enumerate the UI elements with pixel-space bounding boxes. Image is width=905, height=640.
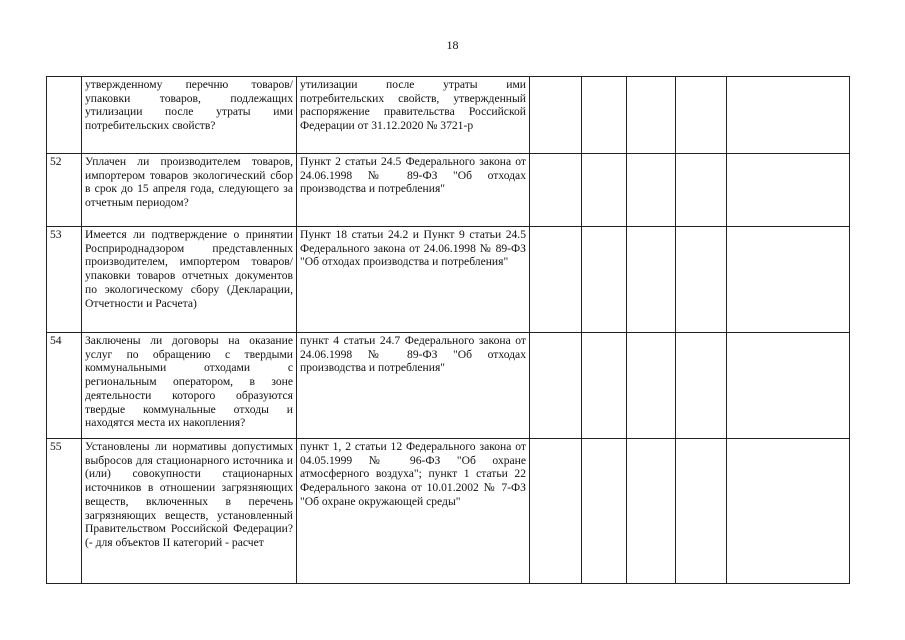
notes-cell <box>727 77 850 154</box>
answer-na-cell <box>627 154 676 227</box>
row-number: 53 <box>47 227 82 333</box>
table-row <box>47 77 850 154</box>
row-number <box>47 77 82 154</box>
answer-na-cell <box>627 227 676 333</box>
question-cell: утвержденному перечню товаров/упаковки товаров, подлежащих утилизации после утраты ими потребительских свойств? <box>82 77 297 154</box>
answer-no-cell <box>582 154 627 227</box>
answer-extra-cell <box>676 227 727 333</box>
answer-yes-cell <box>530 77 582 154</box>
question-cell: Имеется ли подтверждение о принятии Росприроднадзором представленных производителем, импортером товаров/упаковки товаров отчетных документов по экологическому сбору (Декларации, Отчетности и Расчета) <box>82 227 297 333</box>
table-row <box>47 227 850 333</box>
answer-no-cell <box>582 333 627 439</box>
row-number: 52 <box>47 154 82 227</box>
answer-yes-cell <box>530 439 582 584</box>
question-cell: Установлены ли нормативы допустимых выбросов для стационарного источника и (или) совокупности стационарных источников в отношении загрязняющих веществ, включенных в перечень загрязняющих веществ, установленный Правительством Российской Федерации? (- для объектов II категорий - расчет <box>82 439 297 584</box>
answer-yes-cell <box>530 333 582 439</box>
legal-reference-cell: пункт 1, 2 статьи 12 Федерального закона от 04.05.1999 № 96-ФЗ "Об охране атмосферного воздуха"; пункт 1 статьи 22 Федерального закона от 10.01.2002 № 7-ФЗ "Об охране окружающей среды" <box>297 439 530 584</box>
answer-na-cell <box>627 439 676 584</box>
legal-reference-cell: Пункт 2 статьи 24.5 Федерального закона от 24.06.1998 № 89-ФЗ "Об отходах производства и потребления" <box>297 154 530 227</box>
legal-reference-cell: Пункт 18 статьи 24.2 и Пункт 9 статьи 24.5 Федерального закона от 24.06.1998 № 89-ФЗ "Об отходах производства и потребления" <box>297 227 530 333</box>
answer-na-cell <box>627 333 676 439</box>
answer-no-cell <box>582 77 627 154</box>
answer-extra-cell <box>676 77 727 154</box>
answer-extra-cell <box>676 439 727 584</box>
notes-cell <box>727 227 850 333</box>
notes-cell <box>727 439 850 584</box>
notes-cell <box>727 154 850 227</box>
table-row <box>47 333 850 439</box>
page-number: 18 <box>446 38 459 52</box>
answer-yes-cell <box>530 154 582 227</box>
answer-extra-cell <box>676 154 727 227</box>
legal-reference-cell: пункт 4 статьи 24.7 Федерального закона от 24.06.1998 № 89-ФЗ "Об отходах производства и потребления" <box>297 333 530 439</box>
question-cell: Уплачен ли производителем товаров, импортером товаров экологический сбор в срок до 15 апреля года, следующего за отчетным периодом? <box>82 154 297 227</box>
table-row <box>47 439 850 584</box>
answer-yes-cell <box>530 227 582 333</box>
checklist-table <box>46 76 850 584</box>
notes-cell <box>727 333 850 439</box>
legal-reference-cell: утилизации после утраты ими потребительских свойств, утвержденный распоряжение правительства Российской Федерации от 31.12.2020 № 3721-р <box>297 77 530 154</box>
answer-na-cell <box>627 77 676 154</box>
answer-no-cell <box>582 227 627 333</box>
answer-extra-cell <box>676 333 727 439</box>
question-cell: Заключены ли договоры на оказание услуг по обращению с твердыми коммунальными отходами с региональным оператором, в зоне деятельности которого образуются твердые коммунальные отходы и находятся места их накопления? <box>82 333 297 439</box>
table-row <box>47 154 850 227</box>
row-number: 54 <box>47 333 82 439</box>
row-number: 55 <box>47 439 82 584</box>
answer-no-cell <box>582 439 627 584</box>
